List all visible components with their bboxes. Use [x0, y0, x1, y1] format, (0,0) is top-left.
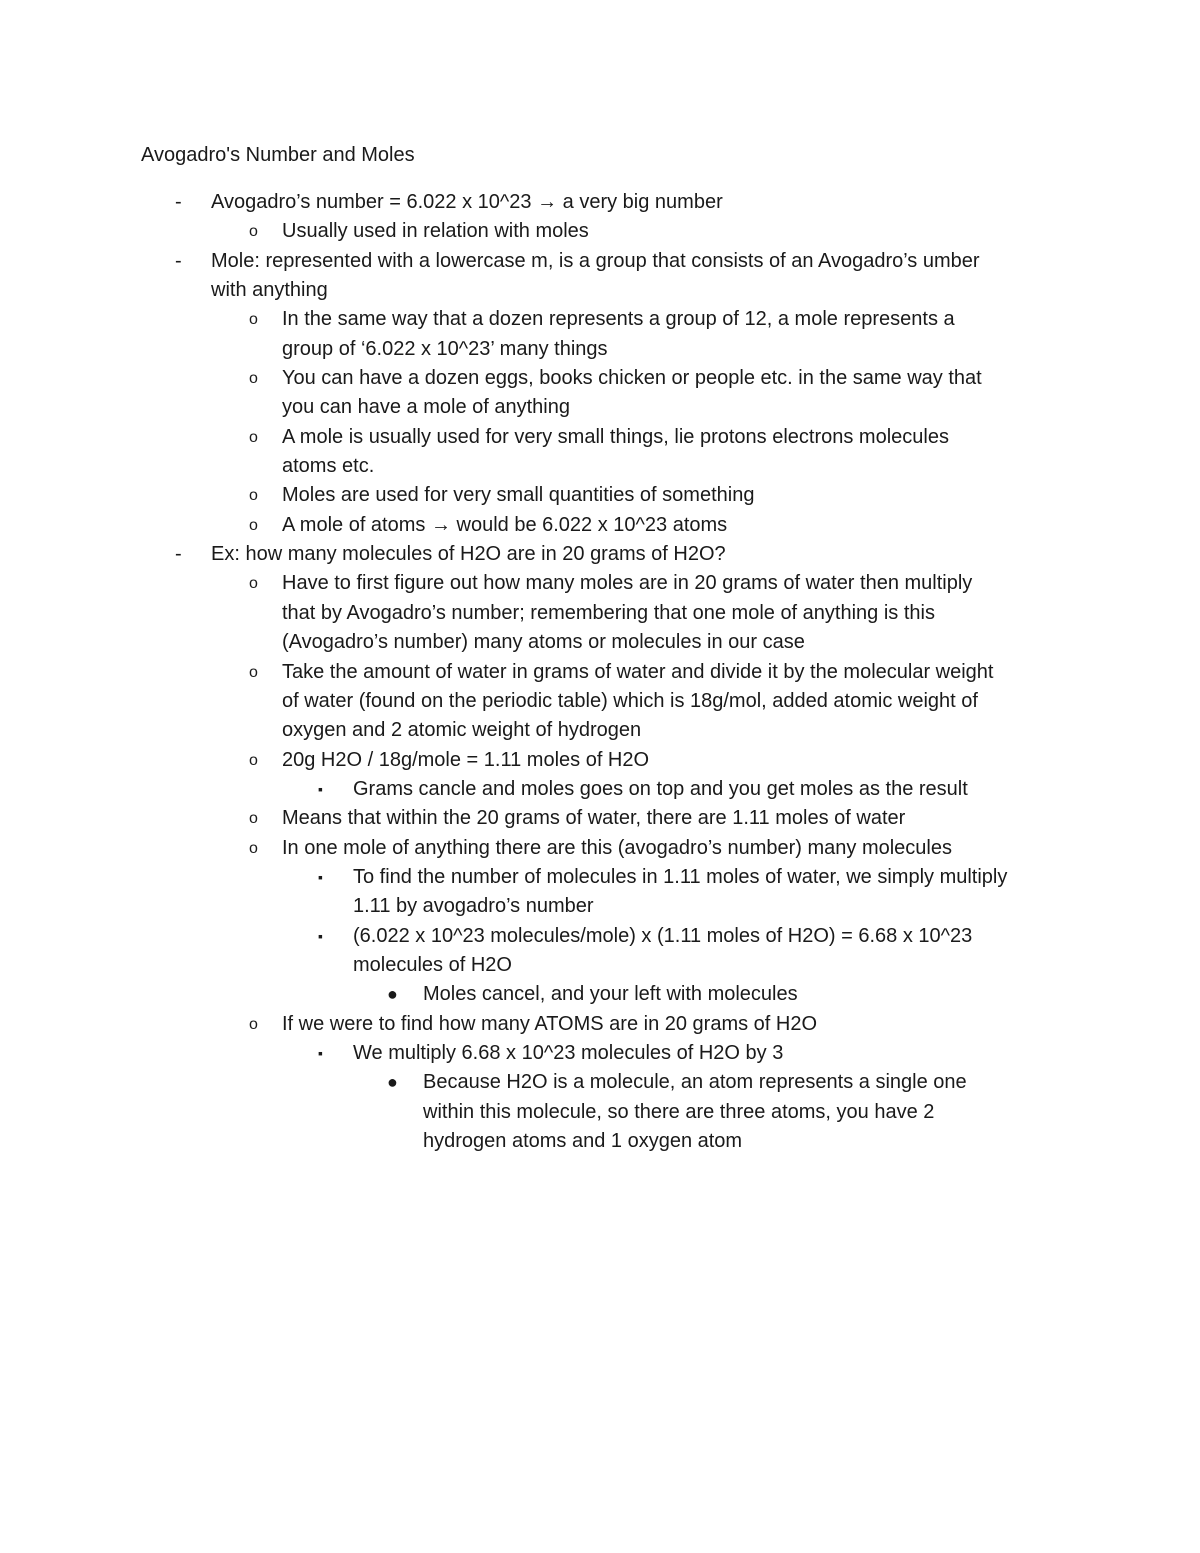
list-item-continuation	[0, 951, 1200, 980]
list-item-continuation	[0, 276, 1200, 305]
list-item-text: with anything	[211, 279, 328, 302]
list-item	[0, 834, 1200, 863]
circle-bullet-icon: o	[249, 663, 258, 681]
list-item-text: You can have a dozen eggs, books chicken or people etc. in the same way that	[282, 367, 982, 390]
list-item	[0, 980, 1200, 1009]
list-item	[0, 305, 1200, 334]
dash-bullet-icon: -	[175, 543, 182, 566]
circle-bullet-icon: o	[249, 370, 258, 388]
circle-bullet-icon: o	[249, 839, 258, 857]
circle-bullet-icon: o	[249, 1015, 258, 1033]
list-item-text: you can have a mole of anything	[282, 396, 570, 419]
dot-bullet-icon: ●	[387, 984, 398, 1005]
notes-body	[0, 188, 1200, 1156]
list-item	[0, 775, 1200, 804]
list-item-text: hydrogen atoms and 1 oxygen atom	[423, 1130, 743, 1152]
list-item-continuation	[0, 716, 1200, 745]
document-title: Avogadro's Number and Moles	[141, 144, 415, 166]
list-item	[0, 188, 1200, 217]
list-item-text: Avogadro’s number = 6.022 x 10^23 → a very big number	[211, 191, 723, 213]
list-item	[0, 658, 1200, 687]
list-item-text: Have to first figure out how many moles are in 20 grams of water then multiply	[282, 572, 973, 595]
list-item-continuation	[0, 452, 1200, 481]
list-item-continuation	[0, 1127, 1200, 1156]
list-item-continuation	[0, 628, 1200, 657]
list-item	[0, 569, 1200, 598]
list-item-continuation	[0, 687, 1200, 716]
list-item-text: 20g H2O / 18g/mole = 1.11 moles of H2O	[282, 748, 650, 771]
list-item	[0, 364, 1200, 393]
list-item-text: Take the amount of water in grams of water and divide it by the molecular weight	[282, 660, 994, 683]
list-item	[0, 1068, 1200, 1097]
circle-bullet-icon: o	[249, 516, 258, 534]
list-item-text: (6.022 x 10^23 molecules/mole) x (1.11 moles of H2O) = 6.68 x 10^23	[353, 924, 973, 947]
list-item-text: group of ‘6.022 x 10^23’ many things	[282, 337, 608, 360]
dash-bullet-icon: -	[175, 249, 182, 272]
list-item-continuation	[0, 1098, 1200, 1127]
list-item-text: that by Avogadro’s number; remembering that one mole of anything is this	[282, 601, 935, 624]
list-item	[0, 804, 1200, 833]
list-item-continuation	[0, 335, 1200, 364]
list-item-text: Moles cancel, and your left with molecules	[423, 983, 798, 1006]
list-item	[0, 1010, 1200, 1039]
list-item-text: In the same way that a dozen represents a group of 12, a mole represents a	[282, 308, 955, 331]
list-item	[0, 511, 1200, 540]
list-item	[0, 247, 1200, 276]
square-bullet-icon: ▪	[318, 868, 323, 885]
circle-bullet-icon: o	[249, 751, 258, 769]
list-item-text: (Avogadro’s number) many atoms or molecules in our case	[282, 631, 805, 654]
list-item-text: Grams cancle and moles goes on top and you get moles as the result	[353, 777, 968, 800]
list-item-text: oxygen and 2 atomic weight of hydrogen	[282, 719, 642, 742]
dot-bullet-icon: ●	[387, 1072, 398, 1093]
list-item-text: If we were to find how many ATOMS are in 20 grams of H2O	[282, 1012, 818, 1035]
dash-bullet-icon: -	[175, 191, 182, 213]
list-item-text: A mole of atoms → would be 6.022 x 10^23 atoms	[282, 513, 728, 536]
list-item-text: Usually used in relation with moles	[282, 220, 589, 243]
list-item	[0, 540, 1200, 569]
circle-bullet-icon: o	[249, 428, 258, 446]
list-item	[0, 481, 1200, 510]
list-item	[0, 922, 1200, 951]
circle-bullet-icon: o	[249, 487, 258, 505]
list-item-continuation	[0, 599, 1200, 628]
list-item-text: We multiply 6.68 x 10^23 molecules of H2O by 3	[353, 1041, 784, 1064]
list-item	[0, 423, 1200, 452]
list-item-text: Mole: represented with a lowercase m, is a group that consists of an Avogadro’s umber	[211, 249, 980, 272]
circle-bullet-icon: o	[249, 575, 258, 593]
list-item-continuation	[0, 892, 1200, 921]
circle-bullet-icon: o	[249, 810, 258, 828]
list-item	[0, 217, 1200, 246]
list-item-continuation	[0, 393, 1200, 422]
list-item-text: atoms etc.	[282, 455, 375, 478]
circle-bullet-icon: o	[249, 311, 258, 329]
list-item	[0, 746, 1200, 775]
square-bullet-icon: ▪	[318, 927, 323, 944]
list-item-text: 1.11 by avogadro’s number	[353, 895, 594, 918]
list-item-text: molecules of H2O	[353, 953, 512, 976]
square-bullet-icon: ▪	[318, 780, 323, 797]
list-item	[0, 1039, 1200, 1068]
list-item-text: In one mole of anything there are this (avogadro’s number) many molecules	[282, 836, 952, 859]
list-item	[0, 863, 1200, 892]
list-item-text: Ex: how many molecules of H2O are in 20 grams of H2O?	[211, 543, 726, 566]
list-item-text: To find the number of molecules in 1.11 moles of water, we simply multiply	[353, 865, 1008, 888]
list-item-text: A mole is usually used for very small things, lie protons electrons molecules	[282, 425, 949, 448]
square-bullet-icon: ▪	[318, 1044, 323, 1061]
list-item-text: Because H2O is a molecule, an atom represents a single one	[423, 1071, 967, 1094]
circle-bullet-icon: o	[249, 223, 258, 241]
list-item-text: Means that within the 20 grams of water, there are 1.11 moles of water	[282, 807, 906, 830]
list-item-text: of water (found on the periodic table) which is 18g/mol, added atomic weight of	[282, 689, 978, 712]
list-item-text: Moles are used for very small quantities of something	[282, 484, 755, 507]
list-item-text: within this molecule, so there are three atoms, you have 2	[423, 1100, 935, 1123]
